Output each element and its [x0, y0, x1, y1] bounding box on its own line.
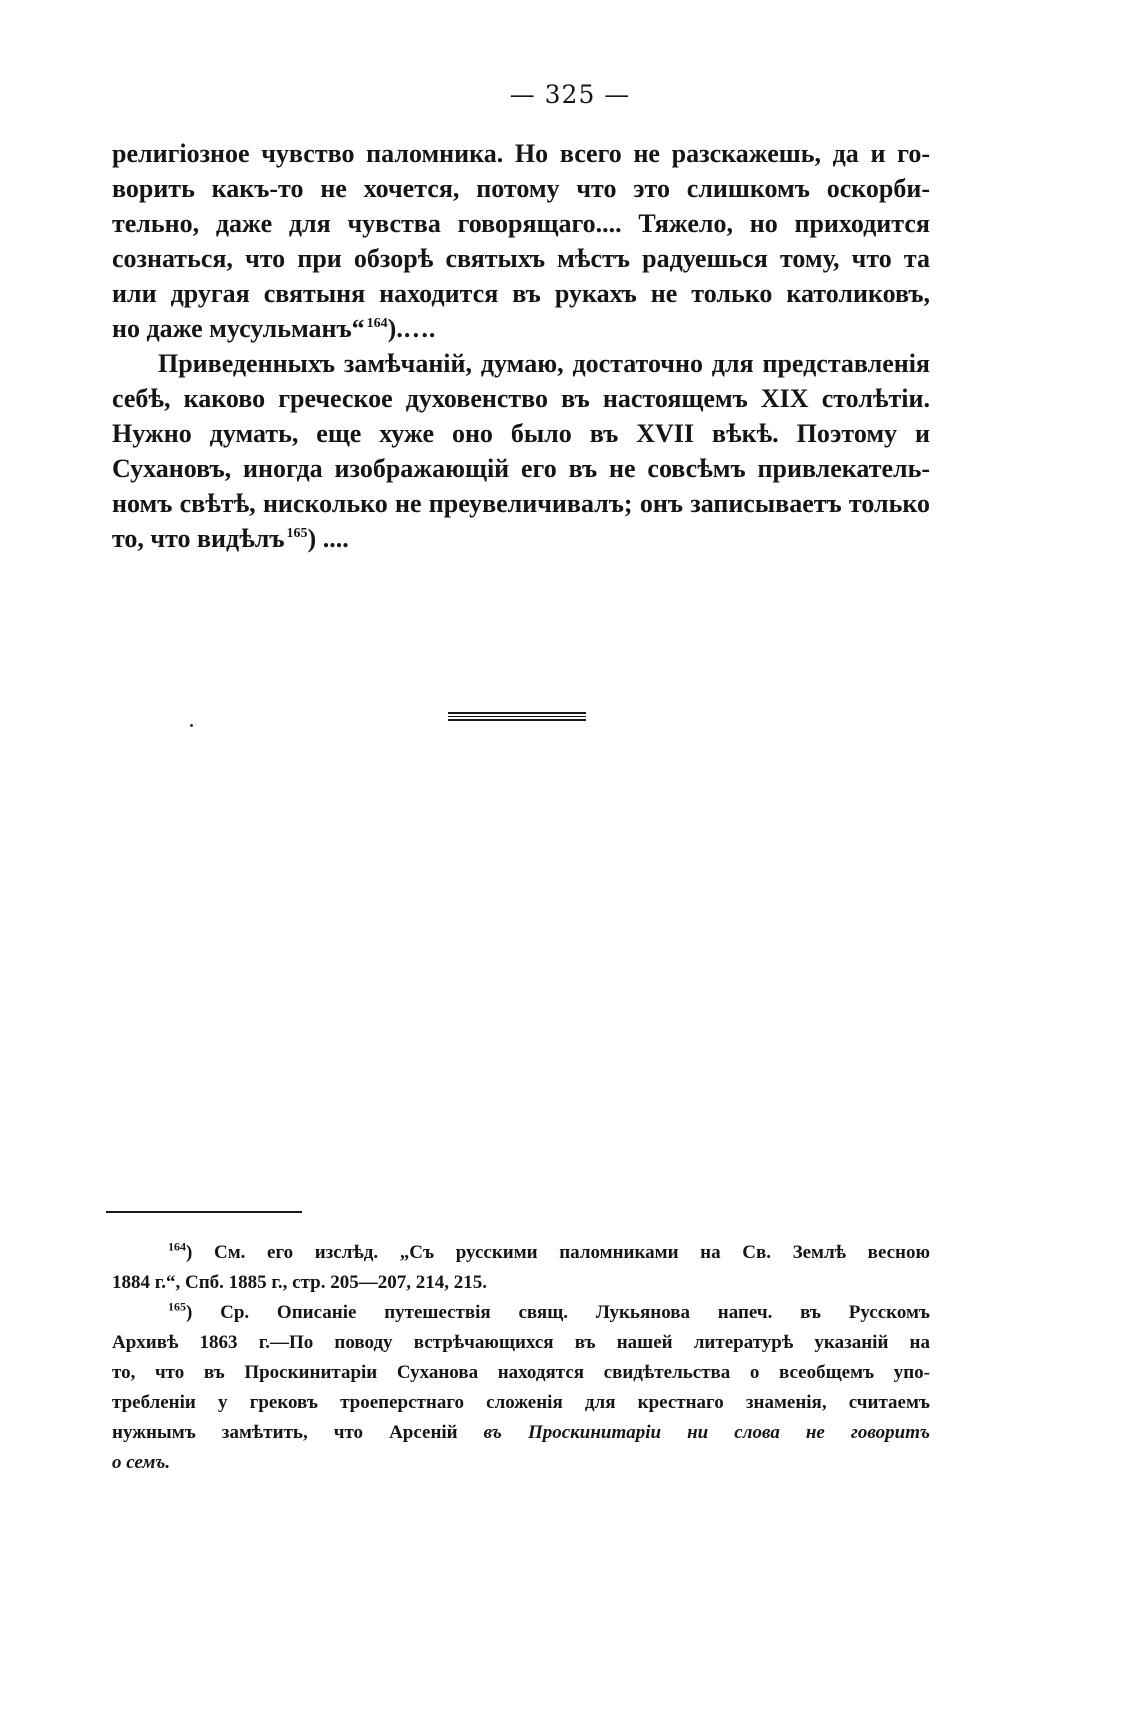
paragraph-1-last-text: но даже мусульманъ“ — [112, 314, 365, 343]
ornament-bar-middle — [448, 716, 586, 717]
paragraph-2-line-5: номъ свѣтѣ, нисколько не преувеличивалъ; онъ записываетъ только — [112, 489, 930, 518]
footnote-164-line-2: 1884 г.“, Спб. 1885 г., стр. 205—207, 214, 215. — [112, 1272, 487, 1293]
ornament-bar-bottom — [448, 719, 586, 721]
footnote-165-line-6: о семъ. — [112, 1452, 171, 1473]
paragraph-2-line-1: Приведенныхъ замѣчаній, думаю, достаточно для представленія — [158, 349, 930, 378]
paragraph-2-last-text: то, что видѣлъ — [112, 524, 285, 553]
paragraph-2-last-tail: ) .... — [307, 524, 349, 553]
footnote-165-line-1-text: Ср. Описаніе путешествія свящ. Лукьянова напеч. въ Русскомъ — [220, 1302, 930, 1323]
footnote-ref-164[interactable]: 164 — [366, 316, 388, 332]
paragraph-1-line-2: ворить какъ-то не хочется, потому что это слишкомъ оскорби- — [112, 174, 930, 203]
footnote-164-line-1: $^{164}$) См. его изслѣд. „Съ русскими паломниками на Св. Землѣ весною — [168, 1239, 931, 1263]
footnote-165-line-4: требленіи у грековъ троеперстнаго сложенія для крестнаго знаменія, считаемъ — [112, 1392, 930, 1413]
footnote-165-line-5-plain: нужнымъ замѣтить, что Арсеній — [112, 1422, 484, 1443]
body-text — [112, 136, 930, 556]
paragraph-2-line-2: себѣ, каково греческое духовенство въ настоящемъ XIX столѣтіи. — [112, 384, 930, 413]
footnote-separator — [106, 1211, 302, 1213]
footnote-165-line-5 — [112, 1418, 930, 1448]
paragraph-2-line-4: Сухановъ, иногда изображающій его въ не совсѣмъ привлекатель- — [112, 454, 930, 483]
footnote-165-line-3: то, что въ Проскинитаріи Суханова находятся свидѣтельства о всеобщемъ упо- — [112, 1362, 930, 1383]
footnote-ref-165[interactable]: 165 — [286, 526, 308, 542]
paragraph-1-last-tail: ).…. — [387, 314, 436, 343]
section-end-ornament — [448, 712, 586, 723]
paragraph-1-line-5: или другая святыня находится въ рукахъ не только католиковъ, — [112, 279, 930, 308]
print-speck — [190, 724, 193, 727]
footnote-164-line-1-text: См. его изслѣд. „Съ русскими паломниками на Св. Землѣ весною — [213, 1242, 931, 1263]
footnote-165-line-1: $^{165}$) Ср. Описаніе путешествія свящ. Лукьянова напеч. въ Русскомъ — [168, 1299, 930, 1323]
footnote-165-line-5-italic: въ Проскинитаріи ни слова не говоритъ — [483, 1422, 930, 1443]
ornament-bar-top — [448, 712, 586, 714]
paragraph-1-line-4: сознаться, что при обзорѣ святыхъ мѣстъ радуешься тому, что та — [112, 244, 930, 273]
paragraph-1-line-1: религіозное чувство паломника. Но всего не разскажешь, да и го- — [112, 139, 930, 168]
footnotes — [112, 1238, 930, 1478]
page-number: — 325 — — [509, 80, 631, 109]
footnote-165-mark: 165 — [168, 1299, 186, 1314]
paragraph-2-line-3: Нужно думать, еще хуже оно было въ XVII вѣкѣ. Поэтому и — [112, 419, 930, 448]
footnote-165-line-2: Архивѣ 1863 г.—По поводу встрѣчающихся въ нашей литературѣ указаній на — [112, 1332, 930, 1353]
paragraph-1-line-3: тельно, даже для чувства говорящаго.... Тяжело, но приходится — [112, 209, 930, 238]
paragraph-1-line-6 — [112, 311, 930, 346]
footnote-164-mark: 164 — [168, 1239, 186, 1254]
paragraph-2-line-6 — [112, 521, 930, 556]
